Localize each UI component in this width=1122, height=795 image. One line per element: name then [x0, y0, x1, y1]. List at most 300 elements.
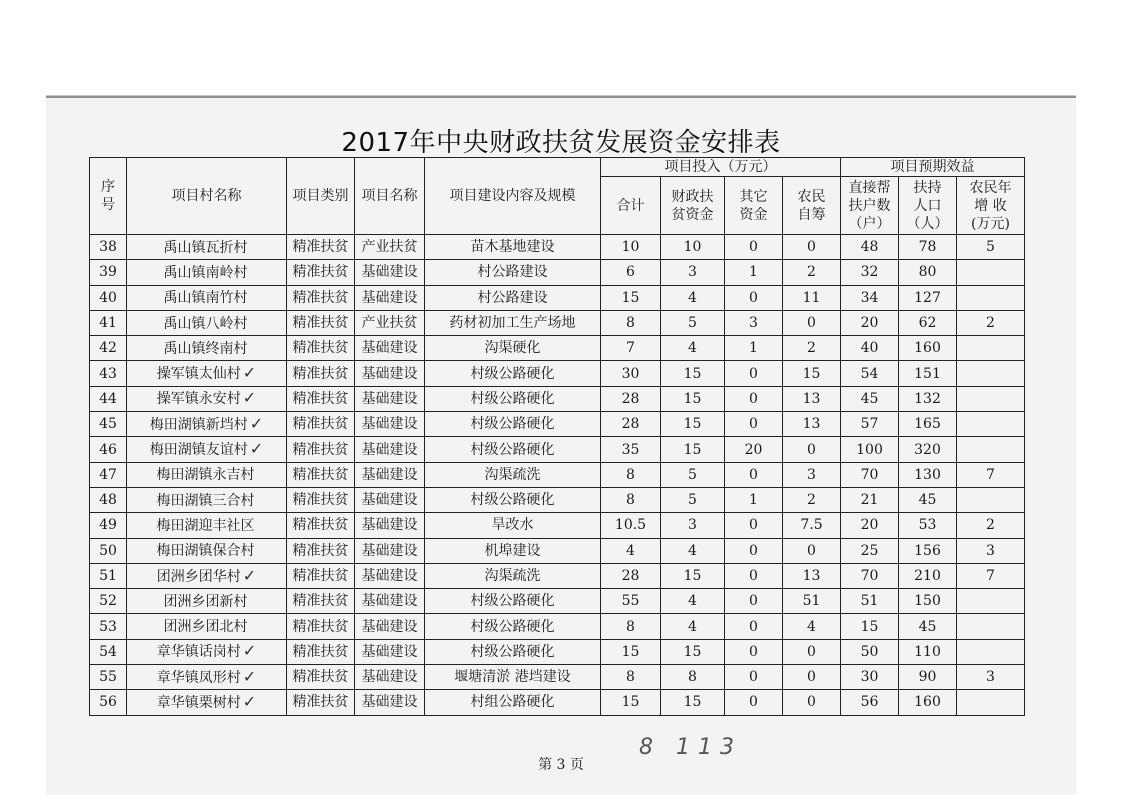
table-row: [90, 665, 1025, 690]
cell-total: 10.5: [601, 513, 661, 538]
cell-households: 70: [841, 462, 899, 487]
check-mark: ✓: [242, 388, 257, 408]
cell-total: 28: [601, 412, 661, 437]
table-row: [90, 260, 1025, 285]
header-benefit-group: 项目预期效益: [841, 158, 1025, 177]
cell-total: 15: [601, 690, 661, 715]
village-name: 章华镇话岗村: [156, 644, 241, 661]
check-mark: ✓: [242, 363, 257, 383]
cell-other: 1: [725, 336, 783, 361]
cell-people: 78: [899, 235, 957, 260]
cell-village: [127, 690, 287, 715]
table-row: [90, 563, 1025, 588]
cell-village: [127, 235, 287, 260]
cell-farmer: 0: [783, 437, 841, 462]
cell-project: 基础建设: [355, 665, 425, 690]
cell-village: [127, 538, 287, 563]
cell-households: 100: [841, 437, 899, 462]
cell-other: 0: [725, 639, 783, 664]
cell-households: 45: [841, 386, 899, 411]
cell-farmer: 7.5: [783, 513, 841, 538]
table-row: [90, 285, 1025, 310]
cell-seq: 54: [90, 639, 127, 664]
cell-other: 0: [725, 462, 783, 487]
cell-farmer: 51: [783, 589, 841, 614]
cell-total: 30: [601, 361, 661, 386]
cell-village: [127, 412, 287, 437]
cell-category: 精准扶贫: [287, 260, 355, 285]
cell-seq: 40: [90, 285, 127, 310]
cell-income: [957, 614, 1025, 639]
cell-category: 精准扶贫: [287, 639, 355, 664]
cell-category: 精准扶贫: [287, 310, 355, 335]
cell-farmer: 0: [783, 639, 841, 664]
handwritten-note: 8 113: [639, 735, 742, 760]
check-mark: ✓: [242, 565, 257, 585]
cell-seq: 49: [90, 513, 127, 538]
village-name: 梅田湖镇保合村: [156, 543, 255, 560]
cell-project: 基础建设: [355, 260, 425, 285]
village-name: 操军镇太仙村: [156, 366, 241, 383]
cell-total: 8: [601, 614, 661, 639]
cell-fiscal: 4: [661, 589, 725, 614]
cell-other: 0: [725, 386, 783, 411]
header-investment-group: 项目投入（万元）: [601, 158, 841, 177]
cell-category: 精准扶贫: [287, 513, 355, 538]
cell-people: 127: [899, 285, 957, 310]
cell-farmer: 4: [783, 614, 841, 639]
cell-seq: 53: [90, 614, 127, 639]
cell-content: 村级公路硬化: [425, 639, 601, 664]
cell-category: 精准扶贫: [287, 235, 355, 260]
cell-fiscal: 15: [661, 437, 725, 462]
header-households: [841, 177, 899, 235]
cell-people: 165: [899, 412, 957, 437]
header-households-text: 直接帮 扶户数 （户）: [848, 179, 891, 232]
cell-village: [127, 462, 287, 487]
cell-farmer: 2: [783, 487, 841, 512]
header-other: [725, 177, 783, 235]
cell-other: 0: [725, 285, 783, 310]
cell-total: 4: [601, 538, 661, 563]
cell-fiscal: 10: [661, 235, 725, 260]
cell-total: 10: [601, 235, 661, 260]
cell-fiscal: 4: [661, 614, 725, 639]
header-category: 项目类别: [287, 158, 355, 235]
cell-income: [957, 336, 1025, 361]
cell-seq: 38: [90, 235, 127, 260]
village-name: 禹山镇南竹村: [163, 290, 248, 307]
cell-fiscal: 4: [661, 336, 725, 361]
check-mark: ✓: [242, 691, 257, 711]
village-name: 禹山镇终南村: [163, 340, 248, 357]
cell-content: 苗木基地建设: [425, 235, 601, 260]
cell-households: 21: [841, 487, 899, 512]
cell-village: [127, 614, 287, 639]
cell-project: 基础建设: [355, 538, 425, 563]
cell-total: 28: [601, 386, 661, 411]
cell-village: [127, 361, 287, 386]
check-mark: ✓: [242, 666, 257, 686]
cell-households: 34: [841, 285, 899, 310]
cell-seq: 39: [90, 260, 127, 285]
cell-fiscal: 3: [661, 260, 725, 285]
cell-project: 产业扶贫: [355, 310, 425, 335]
village-name: 梅田湖迎丰社区: [156, 517, 255, 534]
cell-income: 3: [957, 538, 1025, 563]
village-name: 梅田湖镇友谊村: [149, 442, 248, 459]
table-row: [90, 538, 1025, 563]
cell-village: [127, 386, 287, 411]
header-fiscal-text: 财政扶 贫资金: [671, 188, 714, 223]
cell-content: 机埠建设: [425, 538, 601, 563]
cell-category: 精准扶贫: [287, 563, 355, 588]
table-row: [90, 513, 1025, 538]
cell-income: [957, 487, 1025, 512]
cell-households: 48: [841, 235, 899, 260]
table-row: [90, 310, 1025, 335]
header-farmer: [783, 177, 841, 235]
header-total: 合计: [601, 177, 661, 235]
cell-households: 54: [841, 361, 899, 386]
cell-category: 精准扶贫: [287, 487, 355, 512]
cell-people: 110: [899, 639, 957, 664]
cell-village: [127, 563, 287, 588]
cell-category: 精准扶贫: [287, 538, 355, 563]
cell-village: [127, 665, 287, 690]
village-name: 梅田湖镇永吉村: [156, 467, 255, 484]
cell-farmer: 2: [783, 260, 841, 285]
cell-village: [127, 260, 287, 285]
cell-village: [127, 513, 287, 538]
cell-total: 8: [601, 462, 661, 487]
cell-seq: 47: [90, 462, 127, 487]
village-name: 团洲乡团北村: [163, 619, 248, 636]
cell-people: 320: [899, 437, 957, 462]
cell-other: 0: [725, 361, 783, 386]
cell-category: 精准扶贫: [287, 361, 355, 386]
cell-content: 村级公路硬化: [425, 487, 601, 512]
table-row: [90, 336, 1025, 361]
cell-fiscal: 3: [661, 513, 725, 538]
cell-category: 精准扶贫: [287, 462, 355, 487]
cell-category: 精准扶贫: [287, 336, 355, 361]
cell-farmer: 0: [783, 310, 841, 335]
cell-seq: 50: [90, 538, 127, 563]
cell-seq: 55: [90, 665, 127, 690]
cell-income: 7: [957, 462, 1025, 487]
cell-content: 村级公路硬化: [425, 386, 601, 411]
cell-total: 35: [601, 437, 661, 462]
cell-income: 3: [957, 665, 1025, 690]
header-income-text: 农民年 增 收 (万元): [969, 179, 1012, 232]
cell-income: [957, 386, 1025, 411]
table-row: [90, 386, 1025, 411]
header-content: 项目建设内容及规模: [425, 158, 601, 235]
cell-fiscal: 15: [661, 563, 725, 588]
cell-other: 0: [725, 665, 783, 690]
cell-project: 基础建设: [355, 614, 425, 639]
cell-households: 32: [841, 260, 899, 285]
page-title: 2017年中央财政扶贫发展资金安排表: [341, 128, 781, 158]
cell-seq: 44: [90, 386, 127, 411]
cell-project: 产业扶贫: [355, 235, 425, 260]
cell-farmer: 2: [783, 336, 841, 361]
cell-households: 70: [841, 563, 899, 588]
cell-income: [957, 260, 1025, 285]
cell-village: [127, 639, 287, 664]
cell-households: 20: [841, 513, 899, 538]
cell-households: 56: [841, 690, 899, 715]
cell-village: [127, 310, 287, 335]
table-row: [90, 361, 1025, 386]
village-name: 禹山镇瓦折村: [163, 239, 248, 256]
cell-fiscal: 15: [661, 690, 725, 715]
header-project: 项目名称: [355, 158, 425, 235]
cell-total: 15: [601, 639, 661, 664]
table-row: [90, 690, 1025, 715]
cell-seq: 56: [90, 690, 127, 715]
cell-project: 基础建设: [355, 462, 425, 487]
cell-seq: 43: [90, 361, 127, 386]
cell-people: 62: [899, 310, 957, 335]
cell-village: [127, 437, 287, 462]
cell-fiscal: 15: [661, 361, 725, 386]
cell-total: 28: [601, 563, 661, 588]
cell-income: [957, 589, 1025, 614]
cell-content: 村级公路硬化: [425, 437, 601, 462]
cell-village: [127, 487, 287, 512]
table-row: [90, 437, 1025, 462]
table-row: [90, 462, 1025, 487]
cell-total: 15: [601, 285, 661, 310]
village-name: 操军镇永安村: [156, 391, 241, 408]
cell-other: 0: [725, 538, 783, 563]
cell-category: 精准扶贫: [287, 665, 355, 690]
cell-category: 精准扶贫: [287, 437, 355, 462]
cell-content: 村级公路硬化: [425, 412, 601, 437]
cell-households: 30: [841, 665, 899, 690]
cell-fiscal: 15: [661, 412, 725, 437]
cell-project: 基础建设: [355, 563, 425, 588]
header-seq-text: 序 号: [101, 179, 115, 213]
check-mark: ✓: [249, 413, 264, 433]
cell-project: 基础建设: [355, 487, 425, 512]
cell-fiscal: 5: [661, 310, 725, 335]
cell-content: 旱改水: [425, 513, 601, 538]
village-name: 禹山镇八岭村: [163, 315, 248, 332]
cell-content: 药材初加工生产场地: [425, 310, 601, 335]
cell-people: 132: [899, 386, 957, 411]
cell-income: [957, 412, 1025, 437]
header-other-text: 其它 资金: [739, 188, 768, 223]
cell-other: 0: [725, 589, 783, 614]
cell-farmer: 15: [783, 361, 841, 386]
table-row: [90, 614, 1025, 639]
cell-seq: 46: [90, 437, 127, 462]
cell-category: 精准扶贫: [287, 614, 355, 639]
village-name: 团洲乡团华村: [156, 568, 241, 585]
cell-project: 基础建设: [355, 386, 425, 411]
cell-fiscal: 5: [661, 487, 725, 512]
cell-farmer: 3: [783, 462, 841, 487]
cell-seq: 42: [90, 336, 127, 361]
cell-people: 130: [899, 462, 957, 487]
cell-project: 基础建设: [355, 690, 425, 715]
table-row: [90, 589, 1025, 614]
cell-seq: 52: [90, 589, 127, 614]
funding-table: [89, 157, 1025, 716]
village-name: 梅田湖镇新垱村: [149, 416, 248, 433]
cell-content: 村公路建设: [425, 285, 601, 310]
table-body: [90, 235, 1025, 716]
cell-fiscal: 4: [661, 285, 725, 310]
cell-households: 15: [841, 614, 899, 639]
cell-total: 55: [601, 589, 661, 614]
cell-project: 基础建设: [355, 361, 425, 386]
cell-farmer: 13: [783, 563, 841, 588]
village-name: 章华镇栗树村: [156, 694, 241, 711]
table-row: [90, 235, 1025, 260]
cell-content: 沟渠疏洗: [425, 563, 601, 588]
cell-seq: 45: [90, 412, 127, 437]
cell-households: 57: [841, 412, 899, 437]
cell-project: 基础建设: [355, 285, 425, 310]
header-farmer-text: 农民 自筹: [797, 188, 826, 223]
cell-income: 7: [957, 563, 1025, 588]
cell-people: 210: [899, 563, 957, 588]
cell-people: 156: [899, 538, 957, 563]
cell-content: 村级公路硬化: [425, 614, 601, 639]
cell-farmer: 13: [783, 412, 841, 437]
cell-category: 精准扶贫: [287, 412, 355, 437]
cell-farmer: 0: [783, 665, 841, 690]
cell-people: 160: [899, 336, 957, 361]
page-number: 第 3 页: [538, 757, 584, 773]
cell-people: 53: [899, 513, 957, 538]
cell-households: 25: [841, 538, 899, 563]
cell-village: [127, 285, 287, 310]
village-name: 禹山镇南岭村: [163, 264, 248, 281]
header-village: 项目村名称: [127, 158, 287, 235]
cell-income: 2: [957, 310, 1025, 335]
cell-content: 村组公路硬化: [425, 690, 601, 715]
cell-farmer: 11: [783, 285, 841, 310]
cell-total: 8: [601, 665, 661, 690]
cell-total: 6: [601, 260, 661, 285]
cell-people: 160: [899, 690, 957, 715]
header-people-text: 扶持 人口 （人）: [906, 179, 949, 232]
cell-project: 基础建设: [355, 336, 425, 361]
cell-village: [127, 589, 287, 614]
header-people: [899, 177, 957, 235]
cell-people: 80: [899, 260, 957, 285]
village-name: 梅田湖镇三合村: [156, 492, 255, 509]
cell-category: 精准扶贫: [287, 285, 355, 310]
cell-other: 1: [725, 487, 783, 512]
cell-content: 堰塘清淤 港垱建设: [425, 665, 601, 690]
cell-fiscal: 4: [661, 538, 725, 563]
cell-other: 0: [725, 563, 783, 588]
cell-category: 精准扶贫: [287, 589, 355, 614]
cell-households: 20: [841, 310, 899, 335]
cell-category: 精准扶贫: [287, 386, 355, 411]
cell-households: 51: [841, 589, 899, 614]
cell-people: 45: [899, 487, 957, 512]
cell-content: 沟渠疏洗: [425, 462, 601, 487]
cell-fiscal: 5: [661, 462, 725, 487]
cell-people: 45: [899, 614, 957, 639]
cell-income: [957, 437, 1025, 462]
village-name: 章华镇凤形村: [156, 669, 241, 686]
cell-project: 基础建设: [355, 513, 425, 538]
cell-category: 精准扶贫: [287, 690, 355, 715]
cell-other: 0: [725, 690, 783, 715]
cell-other: 0: [725, 235, 783, 260]
cell-content: 沟渠硬化: [425, 336, 601, 361]
cell-other: 1: [725, 260, 783, 285]
cell-seq: 48: [90, 487, 127, 512]
table-row: [90, 487, 1025, 512]
cell-content: 村级公路硬化: [425, 361, 601, 386]
cell-project: 基础建设: [355, 412, 425, 437]
cell-project: 基础建设: [355, 437, 425, 462]
cell-other: 20: [725, 437, 783, 462]
village-name: 团洲乡团新村: [163, 593, 248, 610]
cell-total: 8: [601, 310, 661, 335]
cell-fiscal: 15: [661, 386, 725, 411]
cell-total: 7: [601, 336, 661, 361]
cell-fiscal: 15: [661, 639, 725, 664]
cell-income: 5: [957, 235, 1025, 260]
check-mark: ✓: [249, 439, 264, 459]
cell-other: 3: [725, 310, 783, 335]
cell-project: 基础建设: [355, 639, 425, 664]
cell-content: 村级公路硬化: [425, 589, 601, 614]
cell-income: [957, 639, 1025, 664]
cell-seq: 41: [90, 310, 127, 335]
cell-other: 0: [725, 513, 783, 538]
cell-households: 50: [841, 639, 899, 664]
cell-people: 90: [899, 665, 957, 690]
cell-other: 0: [725, 412, 783, 437]
cell-households: 40: [841, 336, 899, 361]
table-row: [90, 412, 1025, 437]
header-income: [957, 177, 1025, 235]
cell-farmer: 13: [783, 386, 841, 411]
cell-total: 8: [601, 487, 661, 512]
cell-people: 151: [899, 361, 957, 386]
table-row: [90, 639, 1025, 664]
cell-fiscal: 8: [661, 665, 725, 690]
cell-project: 基础建设: [355, 589, 425, 614]
check-mark: ✓: [242, 641, 257, 661]
cell-farmer: 0: [783, 690, 841, 715]
header-fiscal: [661, 177, 725, 235]
cell-seq: 51: [90, 563, 127, 588]
cell-people: 150: [899, 589, 957, 614]
header-seq: [90, 158, 127, 235]
cell-income: [957, 690, 1025, 715]
cell-farmer: 0: [783, 235, 841, 260]
cell-income: [957, 361, 1025, 386]
cell-income: 2: [957, 513, 1025, 538]
cell-income: [957, 285, 1025, 310]
cell-village: [127, 336, 287, 361]
cell-farmer: 0: [783, 538, 841, 563]
cell-content: 村公路建设: [425, 260, 601, 285]
cell-other: 0: [725, 614, 783, 639]
